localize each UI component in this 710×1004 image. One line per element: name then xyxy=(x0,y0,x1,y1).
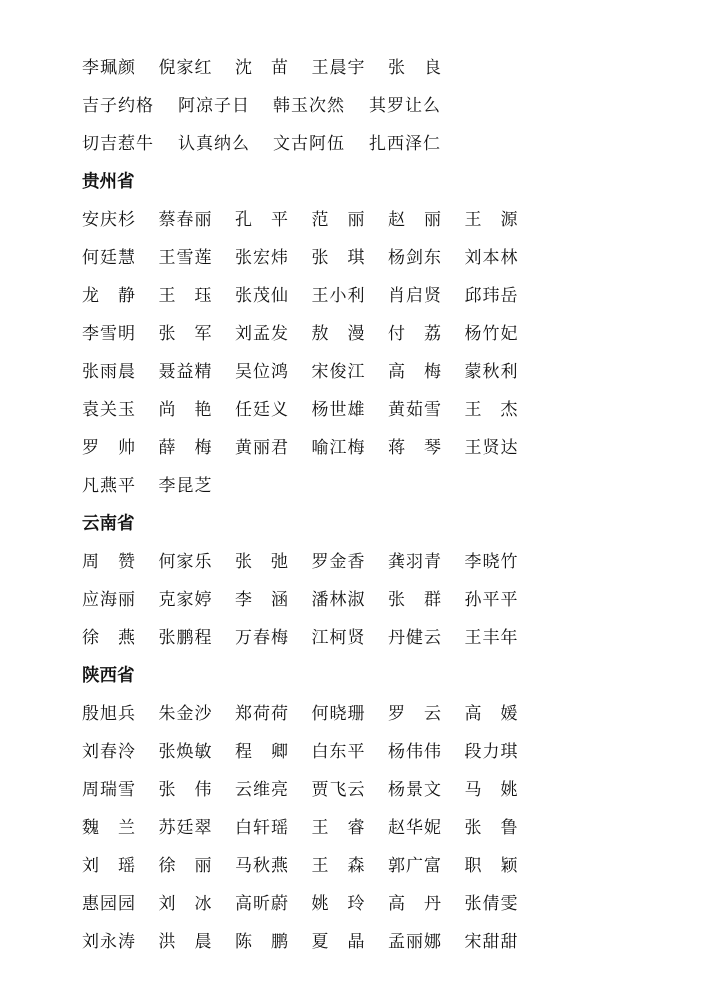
name-list-page xyxy=(82,49,682,961)
name-row xyxy=(82,733,682,771)
person-name: 白轩瑶 xyxy=(235,818,289,838)
person-name: 王丰年 xyxy=(464,628,519,648)
person-name: 罗 云 xyxy=(388,704,442,724)
person-name: 张 弛 xyxy=(235,552,289,572)
name-row xyxy=(82,239,682,277)
person-name: 孔 平 xyxy=(235,210,289,230)
person-name: 吴位鸿 xyxy=(235,362,289,382)
name-row xyxy=(82,771,682,809)
person-name: 郭广富 xyxy=(388,856,442,876)
person-name: 薛 梅 xyxy=(158,438,213,458)
person-name: 张雨晨 xyxy=(82,362,136,382)
person-name: 刘孟发 xyxy=(235,324,289,344)
person-name: 赵 丽 xyxy=(388,210,442,230)
name-row xyxy=(82,847,682,885)
person-name: 马秋燕 xyxy=(235,856,289,876)
person-name: 白东平 xyxy=(311,742,366,762)
person-name: 张 琪 xyxy=(311,248,366,268)
province-heading: 贵州省 xyxy=(82,172,135,192)
name-row xyxy=(82,125,682,163)
person-name: 扎西泽仁 xyxy=(369,134,441,154)
person-name: 杨景文 xyxy=(388,780,442,800)
person-name: 邱玮岳 xyxy=(464,286,519,306)
person-name: 云维亮 xyxy=(235,780,289,800)
person-name: 赵华妮 xyxy=(388,818,442,838)
person-name: 安庆杉 xyxy=(82,210,136,230)
person-name: 凡燕平 xyxy=(82,476,136,496)
person-name: 付 荔 xyxy=(388,324,442,344)
person-name: 何晓珊 xyxy=(311,704,366,724)
person-name: 王雪莲 xyxy=(158,248,213,268)
person-name: 王 睿 xyxy=(311,818,366,838)
person-name: 张茂仙 xyxy=(235,286,289,306)
person-name: 朱金沙 xyxy=(158,704,213,724)
person-name: 潘林淑 xyxy=(311,590,366,610)
province-heading: 陕西省 xyxy=(82,666,135,686)
person-name: 王贤达 xyxy=(464,438,519,458)
person-name: 蒙秋利 xyxy=(464,362,519,382)
person-name: 李雪明 xyxy=(82,324,136,344)
person-name: 蔡春丽 xyxy=(158,210,213,230)
person-name: 张 群 xyxy=(388,590,442,610)
person-name: 文古阿伍 xyxy=(273,134,345,154)
person-name: 姚 玲 xyxy=(311,894,366,914)
person-name: 夏 晶 xyxy=(311,932,366,952)
person-name: 王小利 xyxy=(311,286,366,306)
person-name: 黄茹雪 xyxy=(388,400,442,420)
person-name: 张 伟 xyxy=(158,780,213,800)
person-name: 沈 苗 xyxy=(235,58,289,78)
person-name: 张 军 xyxy=(158,324,213,344)
person-name: 惠园园 xyxy=(82,894,136,914)
person-name: 江柯贤 xyxy=(311,628,366,648)
person-name: 阿凉子日 xyxy=(178,96,250,116)
person-name: 万春梅 xyxy=(235,628,289,648)
name-row xyxy=(82,923,682,961)
name-row xyxy=(82,543,682,581)
person-name: 丹健云 xyxy=(388,628,442,648)
person-name: 刘春泠 xyxy=(82,742,136,762)
person-name: 张 良 xyxy=(388,58,442,78)
person-name: 张 鲁 xyxy=(464,818,519,838)
person-name: 陈 鹏 xyxy=(235,932,289,952)
name-row xyxy=(82,49,682,87)
person-name: 李昆芝 xyxy=(158,476,213,496)
person-name: 刘 冰 xyxy=(158,894,213,914)
name-row xyxy=(82,391,682,429)
person-name: 认真纳么 xyxy=(178,134,250,154)
person-name: 应海丽 xyxy=(82,590,136,610)
person-name: 王 珏 xyxy=(158,286,213,306)
person-name: 周瑞雪 xyxy=(82,780,136,800)
person-name: 洪 晨 xyxy=(158,932,213,952)
person-name: 喻江梅 xyxy=(311,438,366,458)
person-name: 高 媛 xyxy=(464,704,519,724)
person-name: 杨竹妃 xyxy=(464,324,519,344)
person-name: 王 杰 xyxy=(464,400,519,420)
person-name: 黄丽君 xyxy=(235,438,289,458)
person-name: 肖启贤 xyxy=(388,286,442,306)
name-row xyxy=(82,315,682,353)
person-name: 苏廷翠 xyxy=(158,818,213,838)
person-name: 刘本林 xyxy=(464,248,519,268)
person-name: 高 丹 xyxy=(388,894,442,914)
person-name: 张鹏程 xyxy=(158,628,213,648)
person-name: 何家乐 xyxy=(158,552,213,572)
person-name: 程 卿 xyxy=(235,742,289,762)
person-name: 杨伟伟 xyxy=(388,742,442,762)
name-row xyxy=(82,353,682,391)
name-row xyxy=(82,87,682,125)
person-name: 王晨宇 xyxy=(311,58,366,78)
person-name: 罗 帅 xyxy=(82,438,136,458)
person-name: 杨世雄 xyxy=(311,400,366,420)
name-row xyxy=(82,619,682,657)
person-name: 李 涵 xyxy=(235,590,289,610)
person-name: 段力琪 xyxy=(464,742,519,762)
name-row xyxy=(82,809,682,847)
name-row xyxy=(82,277,682,315)
person-name: 任廷义 xyxy=(235,400,289,420)
person-name: 切吉惹牛 xyxy=(82,134,154,154)
name-row xyxy=(82,429,682,467)
name-row xyxy=(82,467,682,505)
name-row xyxy=(82,695,682,733)
person-name: 其罗让么 xyxy=(369,96,441,116)
person-name: 刘 瑶 xyxy=(82,856,136,876)
person-name: 王 源 xyxy=(464,210,519,230)
person-name: 高昕蔚 xyxy=(235,894,289,914)
province-heading: 云南省 xyxy=(82,514,135,534)
person-name: 吉子约格 xyxy=(82,96,154,116)
person-name: 孟丽娜 xyxy=(388,932,442,952)
person-name: 敖 漫 xyxy=(311,324,366,344)
person-name: 马 姚 xyxy=(464,780,519,800)
person-name: 殷旭兵 xyxy=(82,704,136,724)
person-name: 郑荷荷 xyxy=(235,704,289,724)
person-name: 周 赞 xyxy=(82,552,136,572)
name-row xyxy=(82,581,682,619)
person-name: 张倩雯 xyxy=(464,894,519,914)
person-name: 高 梅 xyxy=(388,362,442,382)
person-name: 魏 兰 xyxy=(82,818,136,838)
person-name: 宋俊江 xyxy=(311,362,366,382)
person-name: 张宏炜 xyxy=(235,248,289,268)
person-name: 李晓竹 xyxy=(464,552,519,572)
person-name: 杨剑东 xyxy=(388,248,442,268)
person-name: 范 丽 xyxy=(311,210,366,230)
person-name: 宋甜甜 xyxy=(464,932,519,952)
person-name: 罗金香 xyxy=(311,552,366,572)
person-name: 徐 丽 xyxy=(158,856,213,876)
person-name: 何廷慧 xyxy=(82,248,136,268)
person-name: 韩玉次然 xyxy=(273,96,345,116)
person-name: 徐 燕 xyxy=(82,628,136,648)
person-name: 职 颖 xyxy=(464,856,519,876)
province-sections xyxy=(82,163,682,961)
person-name: 聂益精 xyxy=(158,362,213,382)
person-name: 刘永涛 xyxy=(82,932,136,952)
name-row xyxy=(82,885,682,923)
person-name: 尚 艳 xyxy=(158,400,213,420)
person-name: 龚羽青 xyxy=(388,552,442,572)
name-row xyxy=(82,201,682,239)
person-name: 袁关玉 xyxy=(82,400,136,420)
person-name: 王 森 xyxy=(311,856,366,876)
person-name: 孙平平 xyxy=(464,590,519,610)
person-name: 倪家红 xyxy=(158,58,213,78)
person-name: 张焕敏 xyxy=(158,742,213,762)
person-name: 李珮颜 xyxy=(82,58,136,78)
person-name: 贾飞云 xyxy=(311,780,366,800)
person-name: 龙 静 xyxy=(82,286,136,306)
person-name: 克家婷 xyxy=(158,590,213,610)
person-name: 蒋 琴 xyxy=(388,438,442,458)
